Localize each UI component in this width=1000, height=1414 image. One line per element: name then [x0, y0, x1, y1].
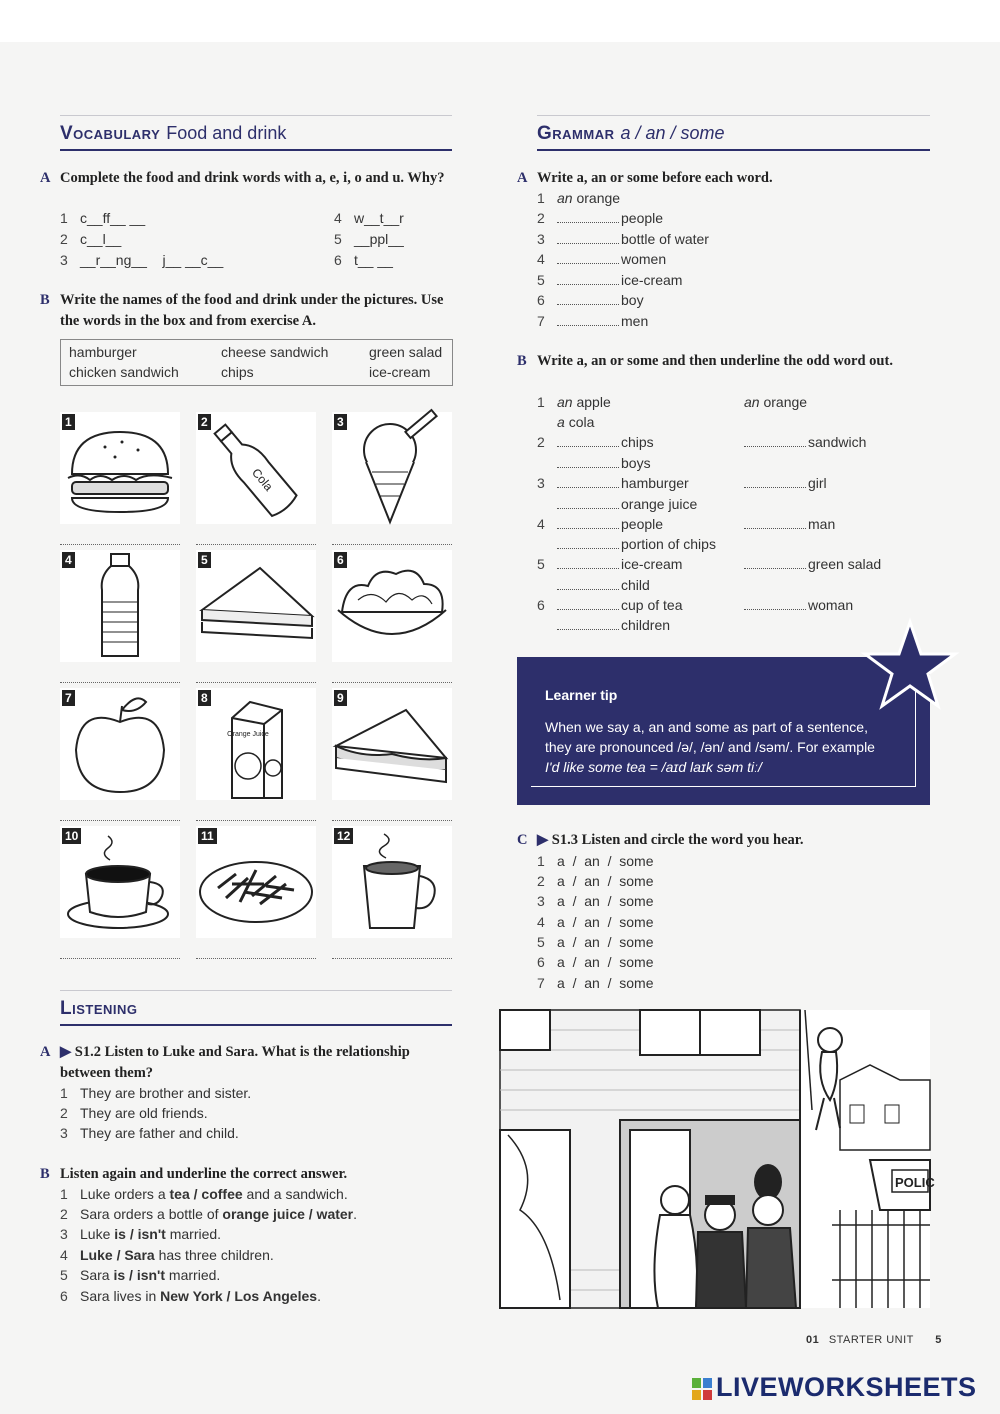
answer-blank[interactable] — [557, 272, 619, 285]
answer-choice[interactable]: orange juice / water — [222, 1206, 354, 1222]
answer-blank[interactable] — [744, 475, 806, 488]
item-number: 4 — [537, 251, 545, 267]
instruction-text: Listen again and underline the correct answer. — [60, 1166, 348, 1182]
answer-blank[interactable] — [557, 617, 619, 630]
grammar-b-item[interactable] — [744, 473, 827, 493]
vocab-a-item[interactable] — [60, 208, 145, 228]
answer-blank[interactable] — [557, 516, 619, 529]
item-number: 1 — [537, 190, 545, 206]
track-number: S1.2 — [74, 1044, 101, 1060]
item-text: portion of chips — [621, 536, 716, 552]
picture-12 — [332, 826, 452, 938]
answer-blank[interactable] — [557, 455, 619, 468]
item-number: 6 — [60, 1288, 68, 1304]
item-number: 3 — [60, 252, 68, 268]
item-text: They are brother and sister. — [80, 1085, 252, 1101]
item-text: chips — [621, 434, 654, 450]
item-number: 2 — [60, 231, 68, 247]
item-number: 2 — [537, 873, 545, 889]
grammar-b-item[interactable] — [557, 534, 716, 554]
item-number: 3 — [537, 475, 545, 491]
picture-5 — [196, 550, 316, 662]
item-text: married. — [165, 1226, 222, 1242]
circle-options[interactable]: a / an / some — [557, 893, 654, 909]
header-rule — [60, 115, 452, 116]
item-number: 1 — [537, 394, 545, 410]
vocab-a-item[interactable] — [334, 208, 404, 228]
grammar-b-item[interactable] — [744, 514, 835, 534]
grammar-c-item[interactable] — [537, 912, 654, 932]
listening-b-item[interactable] — [60, 1184, 348, 1204]
tip-line: they are pronounced /ə/, /ən/ and /səm/. For example — [545, 739, 875, 755]
grammar-b-item[interactable] — [537, 554, 682, 574]
grammar-b-item[interactable] — [537, 595, 683, 615]
word-box-item: hamburger — [69, 344, 137, 360]
answer-line[interactable] — [60, 958, 180, 959]
item-number: 3 — [60, 1226, 68, 1242]
vocabulary-subtitle: Food and drink — [166, 123, 287, 143]
chicken-sandwich-icon — [332, 688, 452, 800]
ice-cream-icon — [332, 412, 452, 524]
instruction-text: Listen and circle the word you hear. — [581, 832, 804, 848]
item-number: 3 — [537, 893, 545, 909]
grammar-c-item[interactable] — [537, 952, 654, 972]
example-answer: a — [557, 414, 565, 430]
tip-title: Learner tip — [545, 687, 618, 703]
orange-juice-icon — [196, 688, 316, 800]
item-number: 1 — [537, 853, 545, 869]
police-sign: POLIC — [895, 1175, 935, 1190]
word-box-item: chicken sandwich — [69, 364, 179, 380]
item-text: ice-cream — [621, 272, 683, 288]
item-number: 5 — [537, 934, 545, 950]
item-text: They are father and child. — [80, 1125, 239, 1141]
item-text: ice-cream — [621, 556, 683, 572]
circle-options[interactable]: a / an / some — [557, 873, 654, 889]
item-text: has three children. — [154, 1247, 274, 1263]
grammar-b-example — [537, 392, 611, 412]
item-number: 3 — [60, 1125, 68, 1141]
item-text: boy — [621, 292, 644, 308]
picture-number: 4 — [62, 552, 75, 568]
grammar-c-item[interactable] — [537, 891, 654, 911]
audio-icon[interactable]: ▶ — [60, 1044, 72, 1060]
item-number: 5 — [537, 556, 545, 572]
item-text: girl — [808, 475, 827, 491]
answer-blank[interactable] — [557, 434, 619, 447]
picture-2 — [196, 412, 316, 524]
listening-a-item[interactable] — [60, 1123, 239, 1143]
vocab-exercise-b-instruction — [40, 290, 452, 332]
grammar-b-example — [557, 412, 594, 432]
item-text: __r__ng__ j__ __c__ — [80, 252, 224, 268]
page-number: 5 — [935, 1334, 942, 1346]
vocab-exercise-a-instruction — [40, 168, 452, 189]
item-text: men — [621, 313, 649, 329]
cola-bottle-icon — [196, 412, 316, 524]
exercise-letter: A — [40, 170, 51, 186]
scan-top-margin — [0, 0, 1000, 42]
picture-3 — [332, 412, 452, 524]
item-number: 2 — [60, 1105, 68, 1121]
exercise-letter: A — [40, 1044, 51, 1060]
item-number: 6 — [537, 954, 545, 970]
item-text: orange — [763, 394, 808, 410]
grammar-header — [537, 115, 930, 151]
word-box-item: ice-cream — [369, 364, 431, 380]
grammar-a-item[interactable] — [537, 229, 709, 249]
apple-icon — [60, 688, 180, 800]
audio-icon[interactable]: ▶ — [537, 832, 549, 848]
picture-10 — [60, 826, 180, 938]
example-answer: an — [557, 190, 573, 206]
grammar-b-item[interactable] — [744, 432, 866, 452]
item-text: woman — [808, 597, 854, 613]
vocab-a-item[interactable] — [60, 250, 223, 270]
answer-blank[interactable] — [744, 516, 806, 529]
grammar-a-item[interactable] — [537, 270, 682, 290]
item-number: 7 — [537, 313, 545, 329]
item-text: t__ __ — [354, 252, 393, 268]
grammar-b-item[interactable] — [744, 595, 853, 615]
green-salad-icon — [332, 550, 452, 662]
circle-options[interactable]: a / an / some — [557, 954, 654, 970]
item-text: . — [353, 1206, 358, 1222]
grammar-a-item[interactable] — [537, 290, 644, 310]
item-number: 4 — [60, 1247, 68, 1263]
answer-blank[interactable] — [557, 251, 619, 264]
answer-blank[interactable] — [557, 536, 619, 549]
vocab-a-item[interactable] — [334, 229, 404, 249]
grammar-a-item[interactable] — [537, 311, 648, 331]
grammar-b-example — [744, 392, 807, 412]
item-text: bottle of water — [621, 231, 709, 247]
vocab-a-item[interactable] — [60, 229, 121, 249]
answer-choice[interactable]: is / isn't — [113, 1267, 166, 1283]
item-number: 2 — [537, 434, 545, 450]
grammar-b-item[interactable] — [557, 494, 697, 514]
item-text: . — [317, 1288, 321, 1304]
grammar-exercise-c-instruction — [517, 830, 930, 851]
picture-1 — [60, 412, 180, 524]
header-rule — [60, 990, 452, 991]
answer-blank[interactable] — [557, 313, 619, 326]
grammar-b-item[interactable] — [557, 575, 650, 595]
answer-blank[interactable] — [744, 556, 806, 569]
item-text: apple — [576, 394, 611, 410]
listening-exercise-a-instruction — [40, 1042, 452, 1084]
item-number: 7 — [537, 975, 545, 991]
answer-line[interactable] — [196, 544, 316, 545]
item-text: Luke — [80, 1226, 115, 1242]
exercise-letter: B — [517, 353, 527, 369]
item-number: 1 — [60, 1186, 68, 1202]
tip-line: When we say a, an and some as part of a sentence, — [545, 719, 868, 735]
grammar-subtitle: a / an / some — [620, 123, 725, 143]
page-footer — [806, 1334, 942, 1346]
picture-7 — [60, 688, 180, 800]
answer-blank[interactable] — [744, 434, 806, 447]
answer-line[interactable] — [332, 820, 452, 821]
grammar-exercise-a-instruction — [517, 168, 930, 189]
answer-line[interactable] — [60, 820, 180, 821]
grammar-c-item[interactable] — [537, 871, 654, 891]
answer-line[interactable] — [196, 958, 316, 959]
vocab-a-item[interactable] — [334, 250, 393, 270]
grammar-b-item[interactable] — [537, 473, 689, 493]
item-number: 5 — [537, 272, 545, 288]
exercise-letter: B — [40, 1166, 50, 1182]
star-icon — [862, 618, 958, 710]
item-number: 5 — [334, 231, 342, 247]
item-number: 1 — [60, 210, 68, 226]
cola-label: Cola — [249, 465, 276, 494]
answer-line[interactable] — [196, 682, 316, 683]
grammar-a-item[interactable] — [537, 249, 666, 269]
listening-b-item[interactable] — [60, 1286, 321, 1306]
item-text: boys — [621, 455, 651, 471]
picture-number: 12 — [334, 828, 353, 844]
answer-blank[interactable] — [557, 556, 619, 569]
example-answer: an — [557, 394, 573, 410]
item-text: hamburger — [621, 475, 689, 491]
item-text: They are old friends. — [80, 1105, 208, 1121]
cheese-sandwich-icon — [196, 550, 316, 662]
item-number: 4 — [537, 914, 545, 930]
listening-a-item[interactable] — [60, 1103, 208, 1123]
answer-line[interactable] — [60, 544, 180, 545]
tip-body — [545, 717, 875, 777]
answer-line[interactable] — [332, 544, 452, 545]
listening-b-item[interactable] — [60, 1224, 221, 1244]
item-text: child — [621, 577, 650, 593]
answer-line[interactable] — [332, 682, 452, 683]
answer-blank[interactable] — [557, 292, 619, 305]
item-text: people — [621, 516, 664, 532]
answer-choice[interactable]: Luke / Sara — [80, 1247, 155, 1263]
answer-blank[interactable] — [744, 597, 806, 610]
item-text: Sara lives in — [80, 1288, 161, 1304]
picture-number: 11 — [198, 828, 217, 844]
answer-line[interactable] — [332, 958, 452, 959]
exercise-letter: A — [517, 170, 528, 186]
grammar-a-example — [537, 188, 620, 208]
grammar-c-item[interactable] — [537, 851, 654, 871]
answer-choice[interactable]: tea / coffee — [169, 1186, 243, 1202]
item-text: orange juice — [621, 496, 698, 512]
picture-number: 6 — [334, 552, 347, 568]
item-text: cola — [568, 414, 595, 430]
track-number: S1.3 — [551, 832, 578, 848]
item-text: sandwich — [808, 434, 867, 450]
listening-a-item[interactable] — [60, 1083, 251, 1103]
grammar-b-item[interactable] — [557, 453, 651, 473]
grammar-exercise-b-instruction — [517, 351, 930, 372]
item-text: man — [808, 516, 836, 532]
listening-title: Listening — [60, 998, 138, 1019]
picture-number: 10 — [62, 828, 81, 844]
picture-number: 9 — [334, 690, 347, 706]
word-box-item: cheese sandwich — [221, 344, 329, 360]
answer-blank[interactable] — [557, 577, 619, 590]
picture-6 — [332, 550, 452, 662]
picture-number: 7 — [62, 690, 75, 706]
answer-choice[interactable]: New York / Los Angeles — [160, 1288, 318, 1304]
water-bottle-icon — [60, 550, 180, 662]
picture-number: 2 — [198, 414, 211, 430]
item-number: 4 — [537, 516, 545, 532]
listening-b-item[interactable] — [60, 1204, 357, 1224]
item-text: c__l__ — [80, 231, 122, 247]
answer-line[interactable] — [60, 682, 180, 683]
circle-options[interactable]: a / an / some — [557, 914, 654, 930]
picture-9 — [332, 688, 452, 800]
item-text: women — [621, 251, 667, 267]
item-text: and a sandwich. — [242, 1186, 348, 1202]
grammar-c-item[interactable] — [537, 932, 654, 952]
instruction-text: Write the names of the food and drink under the pictures. Use the words in the box and from exercise A. — [60, 292, 444, 329]
picture-11 — [196, 826, 316, 938]
picture-number: 5 — [198, 552, 211, 568]
circle-options[interactable]: a / an / some — [557, 934, 654, 950]
word-box-item: green salad — [369, 344, 443, 360]
answer-choice[interactable]: is / isn't — [114, 1226, 166, 1242]
item-text: w__t__r — [354, 210, 404, 226]
liveworksheets-logo: LIVEWORKSHEETS — [716, 1372, 977, 1402]
word-box — [60, 339, 453, 386]
item-text: Sara orders a bottle of — [80, 1206, 223, 1222]
instruction-text: Listen to Luke and Sara. What is the relationship between them? — [60, 1044, 410, 1081]
item-text: married. — [165, 1267, 221, 1283]
item-text: green salad — [808, 556, 882, 572]
item-number: 5 — [60, 1267, 68, 1283]
item-number: 2 — [537, 210, 545, 226]
item-text: orange — [576, 190, 621, 206]
picture-number: 8 — [198, 690, 211, 706]
unit-label: STARTER UNIT — [828, 1334, 914, 1346]
item-text: c__ff__ __ — [80, 210, 146, 226]
item-text: Luke orders a — [80, 1186, 170, 1202]
exercise-letter: C — [517, 832, 528, 848]
picture-4 — [60, 550, 180, 662]
picture-number: 1 — [62, 414, 75, 430]
answer-blank[interactable] — [557, 496, 619, 509]
answer-blank[interactable] — [557, 475, 619, 488]
item-text: people — [621, 210, 664, 226]
answer-blank[interactable] — [557, 231, 619, 244]
grammar-b-item[interactable] — [537, 432, 654, 452]
item-number: 2 — [60, 1206, 68, 1222]
item-number: 6 — [334, 252, 342, 268]
item-text: Sara — [80, 1267, 114, 1283]
hamburger-icon — [60, 412, 180, 524]
item-text: cup of tea — [621, 597, 683, 613]
answer-blank[interactable] — [557, 597, 619, 610]
listening-b-item[interactable] — [60, 1245, 274, 1265]
liveworksheets-logo-icon — [692, 1378, 712, 1400]
item-text: children — [621, 617, 671, 633]
unit-number: 01 — [806, 1334, 820, 1346]
picture-8 — [196, 688, 316, 800]
grammar-b-item[interactable] — [744, 554, 881, 574]
listening-b-item[interactable] — [60, 1265, 220, 1285]
item-number: 6 — [537, 597, 545, 613]
grammar-a-item[interactable] — [537, 208, 663, 228]
vocabulary-header — [60, 115, 452, 151]
picture-number: 3 — [334, 414, 347, 430]
instruction-text: Complete the food and drink words with a, e, i, o and u. Why? — [60, 170, 445, 186]
carton-label: Orange Juice — [227, 731, 269, 738]
listening-header — [60, 990, 452, 1026]
item-text: __ppl__ — [354, 231, 404, 247]
vocabulary-title: Vocabulary — [60, 123, 161, 144]
item-number: 1 — [60, 1085, 68, 1101]
item-number: 3 — [537, 231, 545, 247]
item-number: 4 — [334, 210, 342, 226]
grammar-b-item[interactable] — [557, 615, 670, 635]
exercise-letter: B — [40, 292, 50, 308]
answer-line[interactable] — [196, 820, 316, 821]
cartoon-illustration — [500, 1010, 935, 1308]
instruction-text: Write a, an or some before each word. — [537, 170, 773, 186]
grammar-title: Grammar — [537, 123, 615, 144]
answer-blank[interactable] — [557, 210, 619, 223]
example-answer: an — [744, 394, 760, 410]
word-box-item: chips — [221, 364, 254, 380]
item-number: 6 — [537, 292, 545, 308]
grammar-b-item[interactable] — [537, 514, 663, 534]
listening-exercise-b-instruction — [40, 1164, 452, 1185]
circle-options[interactable]: a / an / some — [557, 853, 654, 869]
header-rule — [537, 115, 930, 116]
instruction-text: Write a, an or some and then underline the odd word out. — [537, 353, 893, 369]
circle-options[interactable]: a / an / some — [557, 975, 654, 991]
tip-line: I'd like some tea = /aɪd laɪk səm tiː/ — [545, 759, 762, 775]
grammar-c-item[interactable] — [537, 973, 654, 993]
